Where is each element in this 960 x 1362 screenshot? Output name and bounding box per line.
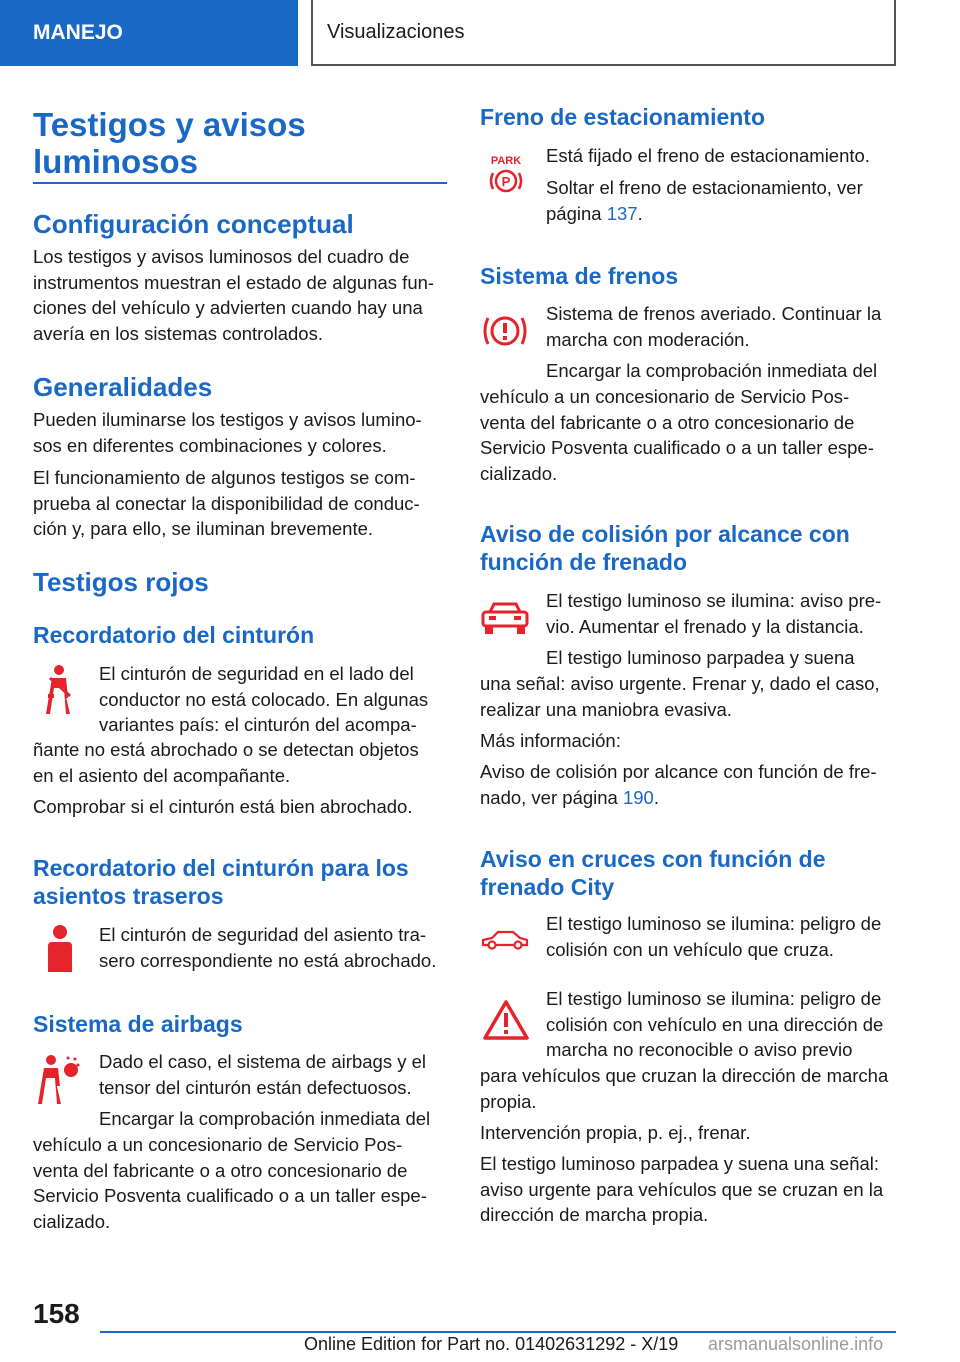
belt-heading: Recordatorio del cinturón <box>33 622 315 648</box>
heading-line: Aviso en cruces con función de <box>480 846 826 872</box>
park-text: PARK <box>490 155 522 167</box>
brakes-text-2a: Encargar la comprobación inmediata del <box>546 360 878 381</box>
text-line: Dado el caso, el sistema de airbags y el <box>99 1051 427 1072</box>
text-line: Pueden iluminarse los testigos y avisos lumino- <box>33 409 422 430</box>
red-lights-heading: Testigos rojos <box>33 567 209 597</box>
text-line: Servicio Posventa cualificado o a un taller espe- <box>33 1185 427 1206</box>
cross-text-4 <box>480 1151 896 1228</box>
parking-text-2 <box>546 175 896 226</box>
heading-line: frenado City <box>480 874 615 900</box>
svg-text:P: P <box>501 174 511 189</box>
text-line: colisión con vehículo en una dirección de <box>546 1013 884 1035</box>
crossing-car-icon <box>480 928 530 952</box>
collision-heading <box>480 520 850 576</box>
text-line: El testigo luminoso se ilumina: aviso pre- <box>546 590 882 611</box>
text-line: sos en diferentes combinaciones y colores. <box>33 434 387 456</box>
concept-heading: Configuración conceptual <box>33 209 354 239</box>
edition-info: Online Edition for Part no. 01402631292 - X/19 <box>304 1334 679 1354</box>
brakes-text-2b <box>480 384 896 486</box>
text-line: Aviso de colisión por alcance con función de fre- <box>480 761 877 782</box>
cross-text-2b <box>480 1063 898 1114</box>
airbag-heading: Sistema de airbags <box>33 1011 243 1037</box>
text-line: Servicio Posventa cualificado o a un taller espe- <box>480 437 874 458</box>
rear-belt-heading <box>33 854 409 910</box>
text-line: cializado. <box>33 1210 111 1232</box>
cross-text-1 <box>546 911 896 962</box>
text-line: vehículo a un concesionario de Servicio Pos- <box>480 386 850 407</box>
text-line: colisión con un vehículo que cruza. <box>546 938 834 960</box>
collision-text-1 <box>546 588 896 639</box>
collision-text-2a: El testigo luminoso parpadea y suena <box>546 647 855 668</box>
text-line: en el asiento del acompañante. <box>33 764 291 786</box>
parking-brake-heading: Freno de estacionamiento <box>480 104 766 130</box>
heading-line: asientos traseros <box>33 883 224 909</box>
text-line: ción y, para ello, se iluminan brevemente. <box>33 518 374 539</box>
airbag-icon <box>34 1054 80 1106</box>
text-line: vehículo a un concesionario de Servicio Pos- <box>33 1134 403 1155</box>
cross-text-2a <box>546 986 896 1063</box>
belt-text-1a <box>99 661 449 738</box>
text-line: una señal: aviso urgente. Frenar y, dado el caso, <box>480 673 880 694</box>
text-line: vio. Aumentar el frenado y la distancia. <box>546 615 864 637</box>
brake-warning-icon <box>480 310 530 352</box>
collision-text-3: Más información: <box>480 730 621 751</box>
text-line: cializado. <box>480 462 558 484</box>
text-line: El cinturón de seguridad en el lado del <box>99 663 414 684</box>
title-rule <box>33 182 447 184</box>
text-span: . <box>653 786 659 808</box>
cross-traffic-heading <box>480 845 826 901</box>
text-line: ciones del vehículo y advierten cuando hay una <box>33 297 423 318</box>
belt-text-2: Comprobar si el cinturón está bien abrochado. <box>33 796 413 817</box>
text-span: página <box>546 202 607 224</box>
text-span: . <box>637 202 643 224</box>
text-line: marcha con moderación. <box>546 328 750 350</box>
collision-text-4 <box>480 759 896 810</box>
text-line: Los testigos y avisos luminosos del cuadro de <box>33 246 410 267</box>
heading-line: Aviso de colisión por alcance con <box>480 521 850 547</box>
text-line: El funcionamiento de algunos testigos se com- <box>33 467 416 488</box>
text-line: marcha no reconocible o aviso previo <box>546 1039 853 1060</box>
airbag-text-2b <box>33 1132 449 1234</box>
heading-line: función de frenado <box>480 549 687 575</box>
chapter-title: Visualizaciones <box>327 20 465 43</box>
text-line: venta del fabricante o a otro concesionario de <box>33 1159 408 1181</box>
text-line: avería en los sistemas controlados. <box>33 322 323 344</box>
rear-belt-text <box>99 922 449 973</box>
text-line: conductor no está colocado. En algunas <box>99 688 429 710</box>
text-line: aviso urgente para vehículos que se cruzan en la <box>480 1178 884 1200</box>
parking-text-1: Está fijado el freno de estacionamiento. <box>546 145 870 166</box>
text-line: realizar una maniobra evasiva. <box>480 698 732 720</box>
text-line: ñante no está abrochado o se detectan objetos <box>33 739 419 760</box>
footer-rule <box>100 1331 896 1333</box>
text-line: venta del fabricante o a otro concesionario de <box>480 411 855 433</box>
page-link-137[interactable]: 137 <box>606 202 638 224</box>
page-title <box>33 106 306 180</box>
general-heading: Generalidades <box>33 372 213 402</box>
text-line: instrumentos muestran el estado de algunas fun- <box>33 271 435 293</box>
warning-triangle-icon <box>482 998 530 1042</box>
text-line: Soltar el freno de estacionamiento, ver <box>546 177 863 198</box>
section-tab <box>0 0 298 66</box>
text-line: propia. <box>480 1090 537 1112</box>
page-link-190[interactable]: 190 <box>622 786 654 808</box>
parking-brake-icon <box>484 154 528 196</box>
brakes-heading: Sistema de frenos <box>480 263 679 289</box>
chapter-title-box <box>311 0 896 66</box>
text-line: El cinturón de seguridad del asiento tra- <box>99 924 427 945</box>
page-title-line-1: Testigos y avisos <box>33 106 306 143</box>
collision-text-2b <box>480 671 896 722</box>
text-line: para vehículos que cruzan la dirección de marcha <box>480 1065 889 1086</box>
text-line: dirección de marcha propia. <box>480 1204 709 1225</box>
text-span: nado, ver página <box>480 786 623 808</box>
belt-text-1b <box>33 737 449 788</box>
rear-seat-occupant-icon <box>42 924 78 976</box>
general-text-1 <box>33 407 449 458</box>
text-line: tensor del cinturón están defectuosos. <box>99 1076 412 1098</box>
heading-line: Recordatorio del cinturón para los <box>33 855 409 881</box>
airbag-text-1 <box>99 1049 449 1100</box>
watermark: arsmanualsonline.info <box>708 1334 884 1354</box>
text-line <box>480 785 896 811</box>
seatbelt-icon <box>38 664 78 716</box>
page-title-line-2: luminosos <box>33 143 199 180</box>
airbag-text-2a: Encargar la comprobación inmediata del <box>99 1108 431 1129</box>
front-collision-car-icon <box>480 600 530 638</box>
text-line <box>546 201 896 227</box>
concept-text <box>33 244 449 346</box>
text-line: El testigo luminoso parpadea y suena una señal: <box>480 1153 880 1174</box>
cross-text-3: Intervención propia, p. ej., frenar. <box>480 1122 751 1143</box>
general-text-2 <box>33 465 449 542</box>
page-number: 158 <box>33 1298 80 1329</box>
text-line: Sistema de frenos averiado. Continuar la <box>546 303 882 324</box>
text-line: prueba al conectar la disponibilidad de conduc- <box>33 492 420 514</box>
text-line: El testigo luminoso se ilumina: peligro de <box>546 913 882 934</box>
text-line: sero correspondiente no está abrochado. <box>99 949 437 971</box>
text-line: variantes país: el cinturón del acompa- <box>99 714 417 735</box>
section-label: MANEJO <box>33 21 123 44</box>
text-line: El testigo luminoso se ilumina: peligro de <box>546 988 882 1009</box>
brakes-text-1 <box>546 301 896 352</box>
